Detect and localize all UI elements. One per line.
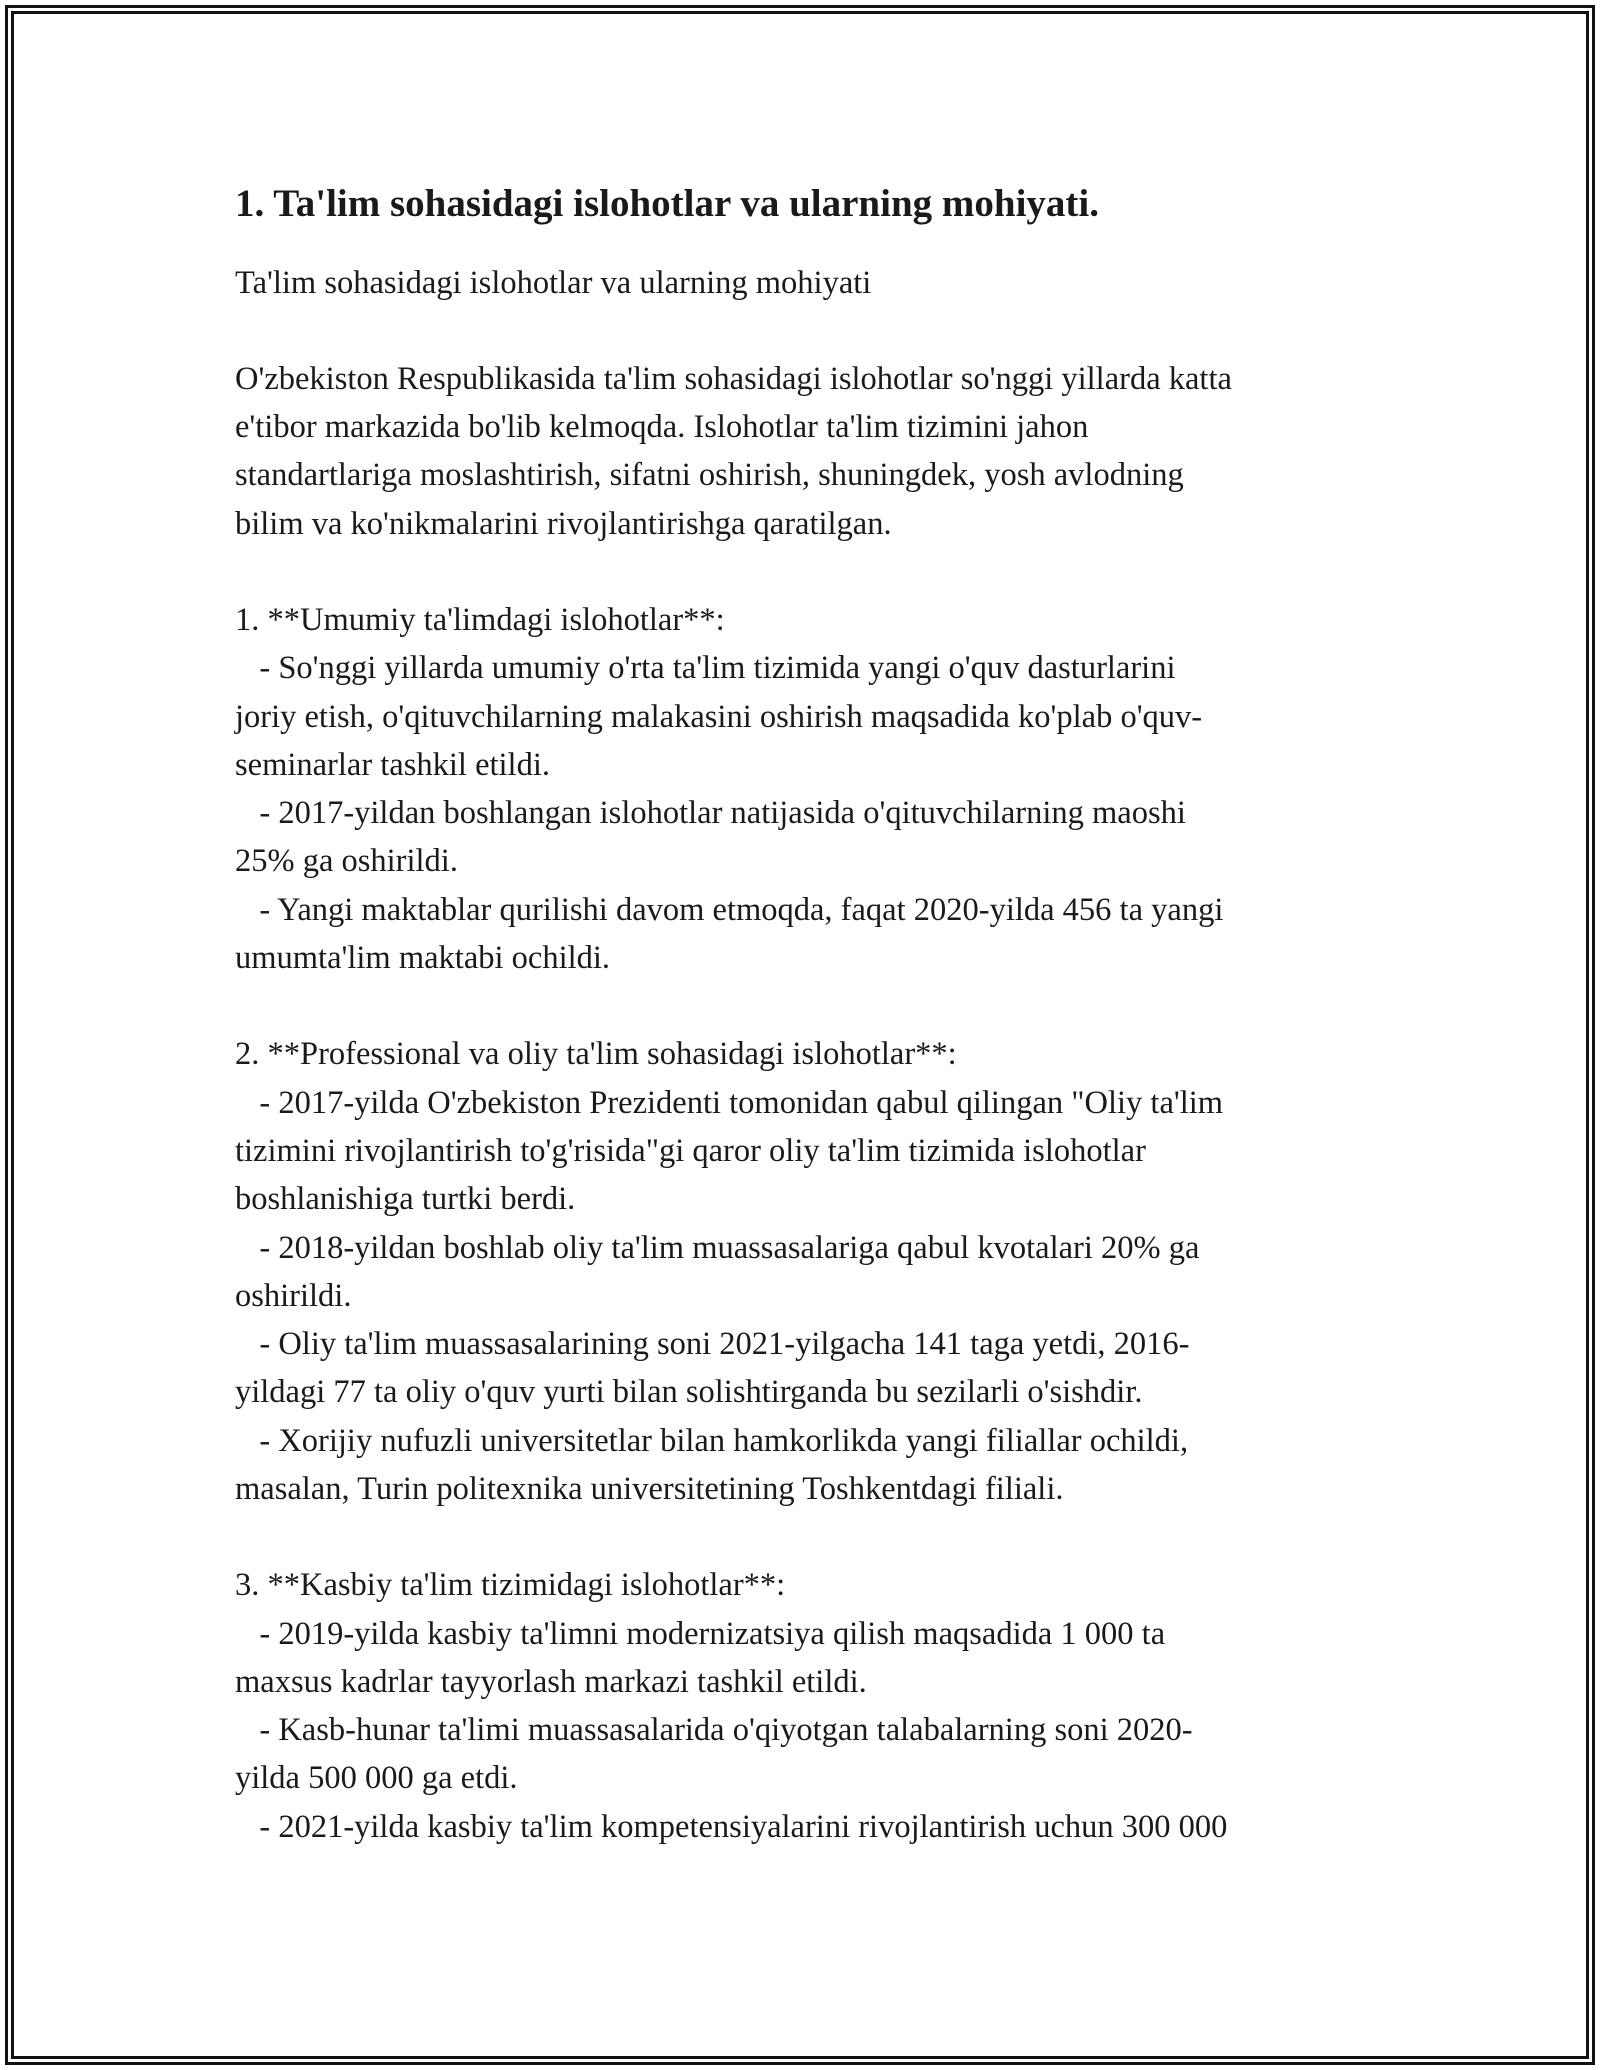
section-2-heading: 2. **Professional va oliy ta'lim sohasidagi islohotlar**: [235, 1036, 957, 1073]
section-1-line: - Yangi maktablar qurilishi davom etmoqda, faqat 2020-yilda 456 ta yangi [235, 891, 1224, 928]
spacer [235, 1513, 1375, 1561]
section-1-line: 25% ga oshirildi. [235, 843, 458, 880]
section-1-line: seminarlar tashkil etildi. [235, 746, 550, 783]
section-1-heading: 1. **Umumiy ta'limdagi islohotlar**: [235, 601, 725, 638]
section-3-line: - Kasb-hunar ta'limi muassasalarida o'qiyotgan talabalarning soni 2020- [235, 1712, 1193, 1749]
document-body [235, 180, 1375, 1851]
section-1-line: - 2017-yildan boshlangan islohotlar natijasida o'qituvchilarning maoshi [235, 795, 1186, 832]
intro-line: O'zbekiston Respublikasida ta'lim sohasidagi islohotlar so'nggi yillarda katta [235, 360, 1232, 397]
section-2-line: tizimini rivojlantirish to'g'risida"gi qaror oliy ta'lim tizimida islohotlar [235, 1132, 1146, 1169]
section-2-line: yildagi 77 ta oliy o'quv yurti bilan solishtirganda bu sezilarli o'sishdir. [235, 1374, 1143, 1411]
intro-line: standartlariga moslashtirish, sifatni oshirish, shuningdek, yosh avlodning [235, 457, 1184, 494]
section-2-line: - Xorijiy nufuzli universitetlar bilan hamkorlikda yangi filiallar ochildi, [235, 1422, 1189, 1459]
intro-line: e'tibor markazida bo'lib kelmoqda. Islohotlar ta'lim tizimini jahon [235, 409, 1089, 446]
section-1 [235, 596, 1375, 982]
document-title: 1. Ta'lim sohasidagi islohotlar va ularning mohiyati. [235, 182, 1099, 225]
document-subtitle: Ta'lim sohasidagi islohotlar va ularning mohiyati [235, 264, 872, 301]
spacer [235, 307, 1375, 355]
section-3 [235, 1561, 1375, 1851]
intro-line: bilim va ko'nikmalarini rivojlantirishga qaratilgan. [235, 505, 892, 542]
intro-paragraph [235, 355, 1375, 548]
section-2-line: - Oliy ta'lim muassasalarining soni 2021-yilgacha 141 taga yetdi, 2016- [235, 1326, 1190, 1363]
section-3-heading: 3. **Kasbiy ta'lim tizimidagi islohotlar**: [235, 1567, 786, 1604]
section-2 [235, 1030, 1375, 1513]
section-1-line: - So'nggi yillarda umumiy o'rta ta'lim tizimida yangi o'quv dasturlarini [235, 650, 1176, 687]
section-3-line: maxsus kadrlar tayyorlash markazi tashkil etildi. [235, 1663, 867, 1700]
section-2-line: - 2017-yilda O'zbekiston Prezidenti tomonidan qabul qilingan "Oliy ta'lim [235, 1084, 1224, 1121]
section-2-line: masalan, Turin politexnika universitetining Toshkentdagi filiali. [235, 1470, 1064, 1507]
spacer [235, 548, 1375, 596]
section-1-line: joriy etish, o'qituvchilarning malakasini oshirish maqsadida ko'plab o'quv- [235, 698, 1203, 735]
spacer [235, 982, 1375, 1030]
section-3-line: - 2019-yilda kasbiy ta'limni modernizatsiya qilish maqsadida 1 000 ta [235, 1615, 1166, 1652]
section-3-line: yilda 500 000 ga etdi. [235, 1760, 518, 1797]
section-2-line: - 2018-yildan boshlab oliy ta'lim muassasalariga qabul kvotalari 20% ga [235, 1229, 1200, 1266]
section-2-line: oshirildi. [235, 1277, 352, 1314]
section-1-line: umumta'lim maktabi ochildi. [235, 940, 611, 977]
section-2-line: boshlanishiga turtki berdi. [235, 1181, 576, 1218]
section-3-line: - 2021-yilda kasbiy ta'lim kompetensiyalarini rivojlantirish uchun 300 000 [235, 1808, 1228, 1845]
